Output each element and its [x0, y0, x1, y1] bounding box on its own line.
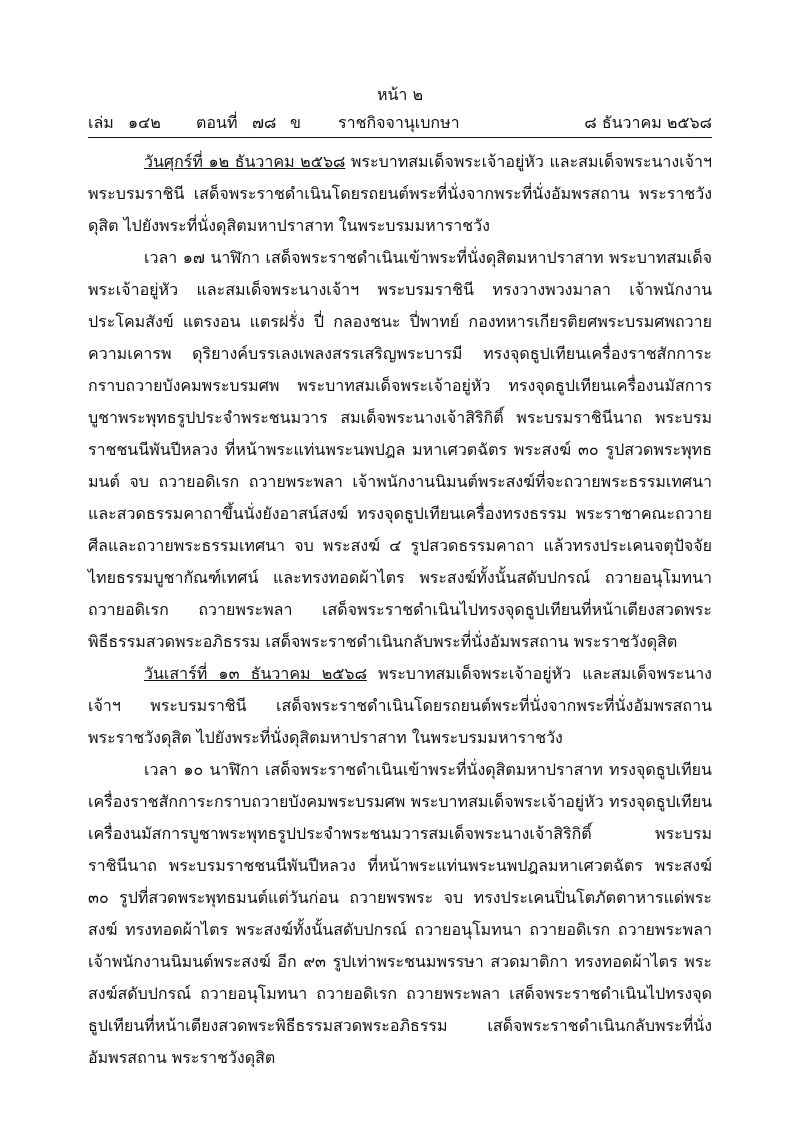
day1-intro-text: พระบาทสมเด็จพระเจ้าอยู่หัว และสมเด็จพระนางเจ้าฯ พระบรมราชินี เสด็จพระราชดำเนินโดยรถยนต์พระที่นั่งจากพระที่นั่งอัมพรสถาน พระราชวังดุสิต ไปยังพระที่นั่งดุสิตมหาปราสาท ในพระบรมมหาราชวัง [88, 152, 712, 235]
day1-date-label: วันศุกร์ที่ ๑๒ ธันวาคม ๒๕๖๘ [144, 152, 346, 171]
page-number: หน้า ๒ [376, 85, 424, 104]
day2-date-label: วันเสาร์ที่ ๑๓ ธันวาคม ๒๕๖๘ [144, 664, 367, 683]
day2-intro-text: พระบาทสมเด็จพระเจ้าอยู่หัว และสมเด็จพระนางเจ้าฯ พระบรมราชินี เสด็จพระราชดำเนินโดยรถยนต์พระที่นั่งจากพระที่นั่งอัมพรสถาน พระราชวังดุสิต ไปยังพระที่นั่งดุสิตมหาปราสาท ในพระบรมมหาราชวัง [88, 664, 712, 747]
volume-label: เล่ม [88, 113, 114, 132]
issue-date: ๘ ธันวาคม ๒๕๖๘ [584, 113, 712, 132]
section-label: ตอนที่ [196, 113, 238, 132]
header-divider [88, 137, 712, 138]
document-body [88, 146, 712, 1074]
gazette-name: ราชกิจจานุเบกษา [338, 113, 460, 132]
day2-detail-paragraph: เวลา ๑๐ นาฬิกา เสด็จพระราชดำเนินเข้าพระที่นั่งดุสิตมหาปราสาท ทรงจุดธูปเทียนเครื่องราชสักการะกราบถวายบังคมพระบรมศพ พระบาทสมเด็จพระเจ้าอยู่หัว ทรงจุดธูปเทียนเครื่องนมัสการบูชาพระพุทธรูปประจำพระชนมวารสมเด็จพระนางเจ้าสิริกิติ์ พระบรมราชินีนาถ พระบรมราชชนนีพันปีหลวง ที่หน้าพระแท่นพระนพปฎลมหาเศวตฉัตร พระสงฆ์ ๓๐ รูปที่สวดพระพุทธมนต์แต่วันก่อน ถวายพรพระ จบ ทรงประเคนปิ่นโตภัตตาหารแด่พระสงฆ์ ทรงทอดผ้าไตร พระสงฆ์ทั้งนั้นสดับปกรณ์ ถวายอนุโมทนา ถวายอดิเรก ถวายพระพลา เจ้าพนักงานนิมนต์พระสงฆ์ อีก ๙๓ รูปเท่าพระชนมพรรษา สวดมาติกา ทรงทอดผ้าไตร พระสงฆ์สดับปกรณ์ ถวายอนุโมทนา ถวายอดิเรก ถวายพระพลา เสด็จพระราชดำเนินไปทรงจุดธูปเทียนที่หน้าเตียงสวดพระพิธีธรรมสวดพระอภิธรรม เสด็จพระราชดำเนินกลับพระที่นั่งอัมพรสถาน พระราชวังดุสิต [88, 760, 712, 1067]
part-letter: ข [290, 113, 301, 132]
gazette-header [88, 111, 712, 133]
day1-intro-paragraph [88, 146, 712, 242]
section-number: ๗๘ [252, 113, 277, 132]
day2-intro-paragraph [88, 658, 712, 754]
day1-detail-paragraph: เวลา ๑๗ นาฬิกา เสด็จพระราชดำเนินเข้าพระที่นั่งดุสิตมหาปราสาท พระบาทสมเด็จพระเจ้าอยู่หัว และสมเด็จพระนางเจ้าฯ พระบรมราชินี ทรงวางพวงมาลา เจ้าพนักงานประโคมสังข์ แตรงอน แตรฝรั่ง ปี่ กลองชนะ ปี่พาทย์ กองทหารเกียรติยศพระบรมศพถวายความเคารพ ดุริยางค์บรรเลงเพลงสรรเสริญพระบารมี ทรงจุดธูปเทียนเครื่องราชสักการะกราบถวายบังคมพระบรมศพ พระบาทสมเด็จพระเจ้าอยู่หัว ทรงจุดธูปเทียนเครื่องนมัสการบูชาพระพุทธรูปประจำพระชนมวาร สมเด็จพระนางเจ้าสิริกิติ์ พระบรมราชินีนาถ พระบรมราชชนนีพันปีหลวง ที่หน้าพระแท่นพระนพปฎล มหาเศวตฉัตร พระสงฆ์ ๓๐ รูปสวดพระพุทธมนต์ จบ ถวายอดิเรก ถวายพระพลา เจ้าพนักงานนิมนต์พระสงฆ์ที่จะถวายพระธรรมเทศนาและสวดธรรมคาถาขึ้นนั่งยังอาสน์สงฆ์ ทรงจุดธูปเทียนเครื่องทรงธรรม พระราชาคณะถวายศีลและถวายพระธรรมเทศนา จบ พระสงฆ์ ๔ รูปสวดธรรมคาถา แล้วทรงประเคนจตุปัจจัยไทยธรรมบูชากัณฑ์เทศน์ และทรงทอดผ้าไตร พระสงฆ์ทั้งนั้นสดับปกรณ์ ถวายอนุโมทนา ถวายอดิเรก ถวายพระพลา เสด็จพระราชดำเนินไปทรงจุดธูปเทียนที่หน้าเตียงสวดพระพิธีธรรมสวดพระอภิธรรม เสด็จพระราชดำเนินกลับพระที่นั่งอัมพรสถาน พระราชวังดุสิต [88, 248, 712, 651]
volume-number: ๑๔๒ [128, 113, 161, 132]
